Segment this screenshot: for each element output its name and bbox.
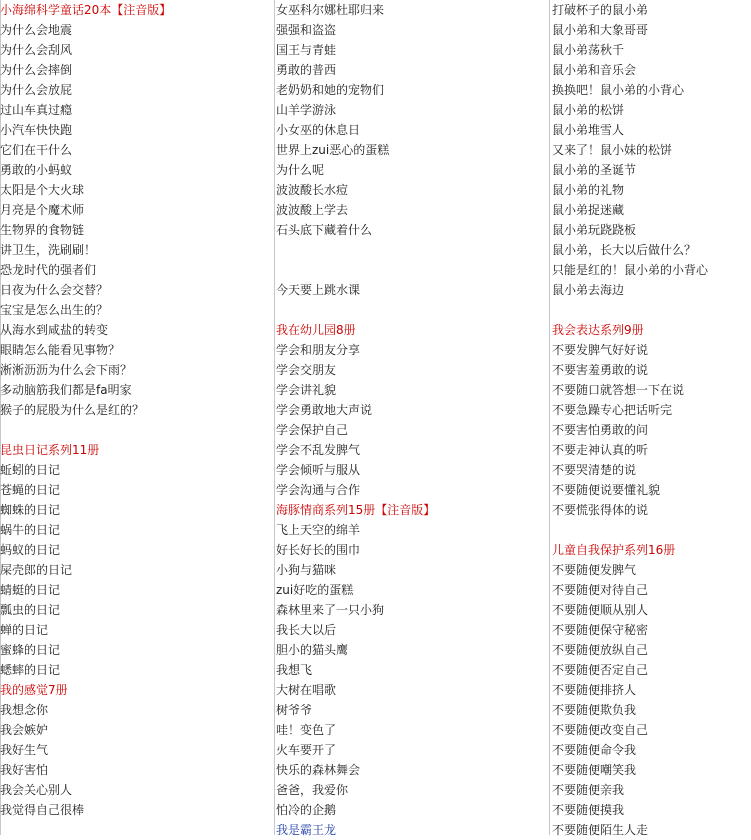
book-title: 我好害怕 [0, 763, 49, 777]
book-title: 恐龙时代的强者们 [0, 263, 97, 277]
column-divider-2 [549, 0, 550, 835]
book-title: 不要随便保守秘密 [552, 623, 649, 637]
book-title: 瓢虫的日记 [0, 603, 61, 617]
book-title: 又来了！鼠小妹的松饼 [552, 143, 673, 157]
spacer [276, 300, 548, 320]
book-title: 蜻蜓的日记 [0, 583, 61, 597]
book-column-2 [276, 0, 548, 840]
book-title: 不要急躁专心把话听完 [552, 403, 673, 417]
book-title: 日夜为什么会交替？ [0, 283, 109, 297]
book-title: 眼睛怎么能看见事物？ [0, 343, 121, 357]
book-title: 好长好长的围巾 [276, 543, 361, 557]
book-title: 我好生气 [0, 743, 49, 757]
book-title: 屎壳郎的日记 [0, 563, 73, 577]
book-title: 学会和朋友分享 [276, 343, 361, 357]
book-title: 淅淅沥沥为什么会下雨？ [0, 363, 133, 377]
book-title: 火车要开了 [276, 743, 337, 757]
book-title: 小汽车快快跑 [0, 123, 73, 137]
book-title: 学会讲礼貌 [276, 383, 337, 397]
book-title: 过山车真过瘾 [0, 103, 73, 117]
book-title: 讲卫生，洗刷刷！ [0, 243, 97, 257]
column-divider-1 [274, 0, 275, 835]
series-heading: 昆虫日记系列11册 [0, 443, 100, 457]
series-heading: 我的感觉7册 [0, 683, 68, 697]
book-title: 胆小的猫头鹰 [276, 643, 349, 657]
book-title: 鼠小弟的松饼 [552, 103, 625, 117]
book-title: 不要发脾气好好说 [552, 343, 649, 357]
book-title: 今天要上跳水课 [276, 283, 361, 297]
book-title: 不要走神认真的听 [552, 443, 649, 457]
book-title: 蜘蛛的日记 [0, 503, 61, 517]
book-title: 我会嫉妒 [0, 723, 49, 737]
book-title: 波波酸长水痘 [276, 183, 349, 197]
book-title: 不要随便说要懂礼貌 [552, 483, 661, 497]
book-title: 不要随便顺从别人 [552, 603, 649, 617]
spacer [0, 420, 274, 440]
book-title: 不要随便排挤人 [552, 683, 637, 697]
book-title: 不要随便欺负我 [552, 703, 637, 717]
series-heading: 我会表达系列9册 [552, 323, 644, 337]
book-title: 小狗与猫咪 [276, 563, 337, 577]
book-title: 哇！变色了 [276, 723, 337, 737]
book-title: 太阳是个大火球 [0, 183, 85, 197]
book-title: 我觉得自己很棒 [0, 803, 85, 817]
book-title: 老奶奶和她的宠物们 [276, 83, 385, 97]
book-title: 不要慌张得体的说 [552, 503, 649, 517]
book-title: 猴子的屁股为什么是红的？ [0, 403, 145, 417]
book-title: 学会勇敢地大声说 [276, 403, 373, 417]
book-title: 蜜蜂的日记 [0, 643, 61, 657]
book-title: 不要随口就答想一下在说 [552, 383, 685, 397]
book-title: 蚂蚁的日记 [0, 543, 61, 557]
series-heading: 海豚情商系列15册【注音版】 [276, 503, 436, 517]
spacer [276, 240, 548, 260]
series-heading: 儿童自我保护系列16册 [552, 543, 676, 557]
book-title: 从海水到咸盐的转变 [0, 323, 109, 337]
book-title: 强强和盗盗 [276, 23, 337, 37]
book-title: 鼠小弟和音乐会 [552, 63, 637, 77]
book-title: 为什么呢 [276, 163, 325, 177]
book-title: 不要随便亲我 [552, 783, 625, 797]
book-title: 波波酸上学去 [276, 203, 349, 217]
book-column-1 [0, 0, 274, 820]
book-title: 我想飞 [276, 663, 313, 677]
book-title: 鼠小弟堆雪人 [552, 123, 625, 137]
book-title: 鼠小弟的圣诞节 [552, 163, 637, 177]
book-title: zui好吃的蛋糕 [276, 583, 354, 597]
book-title: 打破杯子的鼠小弟 [552, 3, 649, 17]
book-title: 为什么会地震 [0, 23, 73, 37]
book-title: 国王与青蛙 [276, 43, 337, 57]
book-title: 学会不乱发脾气 [276, 443, 361, 457]
book-title: 小女巫的休息日 [276, 123, 361, 137]
book-title: 不要随便改变自己 [552, 723, 649, 737]
book-title: 苍蝇的日记 [0, 483, 61, 497]
book-title: 鼠小弟，长大以后做什么？ [552, 243, 697, 257]
series-heading: 小海绵科学童话20本【注音版】 [0, 3, 172, 17]
book-title: 女巫科尔娜杜耶归来 [276, 3, 385, 17]
book-title: 我会关心别人 [0, 783, 73, 797]
book-title: 勇敢的小蚂蚁 [0, 163, 73, 177]
book-title: 不要哭清楚的说 [552, 463, 637, 477]
book-title: 不要随便嘲笑我 [552, 763, 637, 777]
book-title: 森林里来了一只小狗 [276, 603, 385, 617]
book-title: 为什么会放屁 [0, 83, 73, 97]
book-title: 不要随便对待自己 [552, 583, 649, 597]
book-title: 树爷爷 [276, 703, 313, 717]
book-title: 只能是红的！鼠小弟的小背心 [552, 263, 709, 277]
book-title: 勇敢的普西 [276, 63, 337, 77]
book-title: 为什么会摔倒 [0, 63, 73, 77]
book-title: 月亮是个魔术师 [0, 203, 85, 217]
series-heading: 我在幼儿园8册 [276, 323, 356, 337]
book-title: 爸爸，我爱你 [276, 783, 349, 797]
book-title: 蚯蚓的日记 [0, 463, 61, 477]
spacer [276, 260, 548, 280]
book-title: 鼠小弟去海边 [552, 283, 625, 297]
book-title: 不要害羞勇敢的说 [552, 363, 649, 377]
book-title: 多动脑筋我们都是fa明家 [0, 383, 132, 397]
book-title: 飞上天空的绵羊 [276, 523, 361, 537]
book-title: 鼠小弟的礼物 [552, 183, 625, 197]
book-title: 石头底下藏着什么 [276, 223, 373, 237]
series-heading: 我是霸王龙 [276, 823, 337, 837]
book-title: 不要随便发脾气 [552, 563, 637, 577]
book-title: 鼠小弟玩跷跷板 [552, 223, 637, 237]
book-title: 山羊学游泳 [276, 103, 337, 117]
book-title: 它们在干什么 [0, 143, 73, 157]
book-title: 学会倾听与服从 [276, 463, 361, 477]
book-title: 学会沟通与合作 [276, 483, 361, 497]
book-title: 我想念你 [0, 703, 49, 717]
book-title: 我长大以后 [276, 623, 337, 637]
book-title: 不要随便陌生人走 [552, 823, 649, 837]
book-title: 蝉的日记 [0, 623, 49, 637]
book-title: 鼠小弟荡秋千 [552, 43, 625, 57]
book-title: 不要害怕勇敢的问 [552, 423, 649, 437]
book-title: 蟋蟀的日记 [0, 663, 61, 677]
book-column-3 [552, 0, 751, 840]
book-title: 鼠小弟和大象哥哥 [552, 23, 649, 37]
book-title: 鼠小弟捉迷藏 [552, 203, 625, 217]
book-title: 换换吧！鼠小弟的小背心 [552, 83, 685, 97]
book-title: 宝宝是怎么出生的？ [0, 303, 109, 317]
book-title: 大树在唱歌 [276, 683, 337, 697]
book-title: 学会保护自己 [276, 423, 349, 437]
book-title: 怕冷的企鹅 [276, 803, 337, 817]
book-title: 蜗牛的日记 [0, 523, 61, 537]
book-title: 生物界的食物链 [0, 223, 85, 237]
book-title: 为什么会刮风 [0, 43, 73, 57]
book-title: 不要随便命令我 [552, 743, 637, 757]
book-title: 快乐的森林舞会 [276, 763, 361, 777]
book-title: 世界上zui恶心的蛋糕 [276, 143, 390, 157]
book-title: 不要随便否定自己 [552, 663, 649, 677]
spacer [552, 520, 751, 540]
book-title: 不要随便摸我 [552, 803, 625, 817]
book-title: 不要随便放纵自己 [552, 643, 649, 657]
book-title: 学会交朋友 [276, 363, 337, 377]
spacer [552, 300, 751, 320]
